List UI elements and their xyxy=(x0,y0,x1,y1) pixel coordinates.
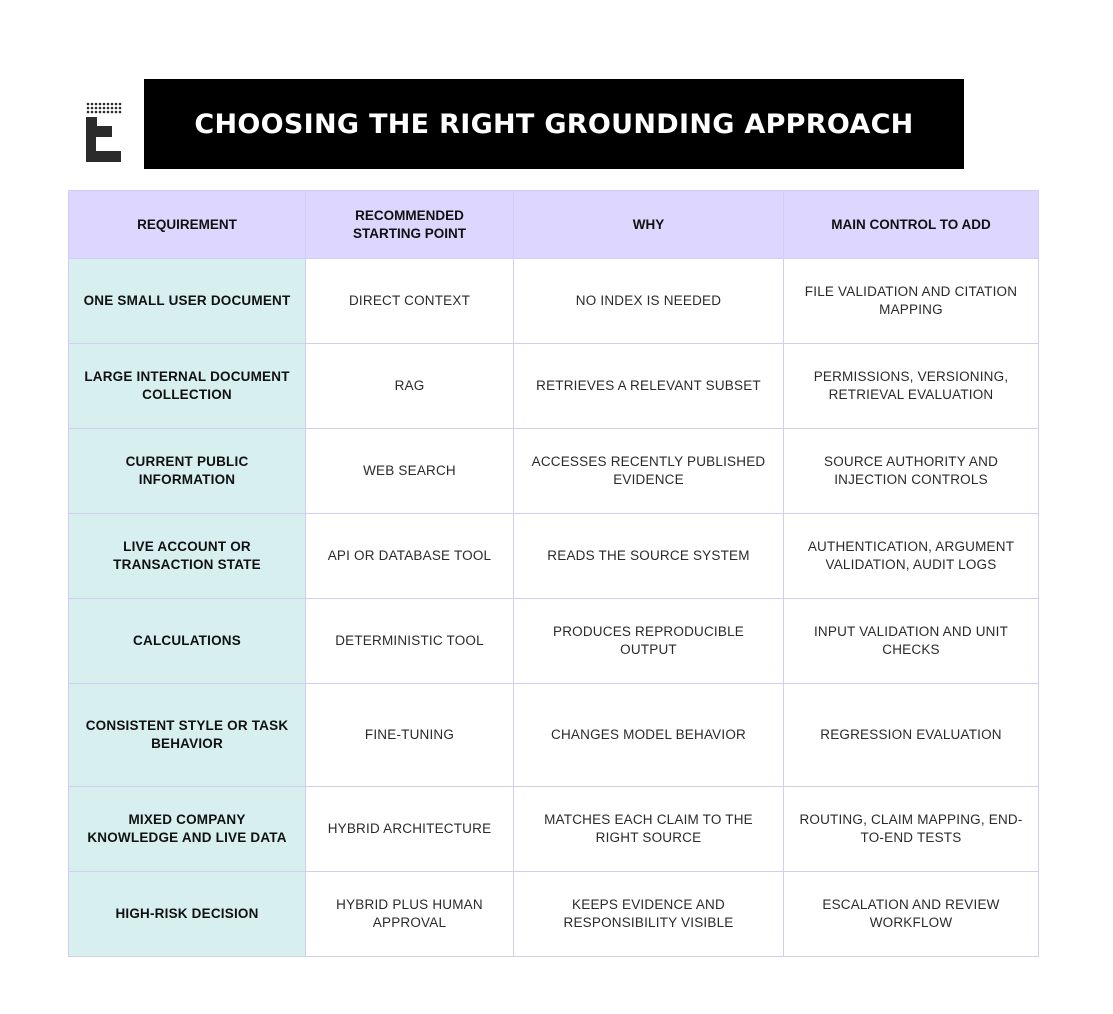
requirement-cell: CALCULATIONS xyxy=(69,599,306,684)
brand-logo-icon xyxy=(86,102,122,162)
control-cell: INPUT VALIDATION AND UNIT CHECKS xyxy=(784,599,1039,684)
control-cell: FILE VALIDATION AND CITATION MAPPING xyxy=(784,259,1039,344)
table-row xyxy=(69,514,1039,599)
table-row xyxy=(69,344,1039,429)
column-header-starting-point: RECOMMENDED STARTING POINT xyxy=(306,191,514,259)
starting-point-cell: HYBRID ARCHITECTURE xyxy=(306,787,514,872)
why-cell: KEEPS EVIDENCE AND RESPONSIBILITY VISIBLE xyxy=(514,872,784,957)
why-cell: NO INDEX IS NEEDED xyxy=(514,259,784,344)
table-row xyxy=(69,787,1039,872)
column-header-control: MAIN CONTROL TO ADD xyxy=(784,191,1039,259)
starting-point-cell: DETERMINISTIC TOOL xyxy=(306,599,514,684)
control-cell: ROUTING, CLAIM MAPPING, END-TO-END TESTS xyxy=(784,787,1039,872)
table-row xyxy=(69,872,1039,957)
table-row xyxy=(69,429,1039,514)
requirement-cell: LIVE ACCOUNT OR TRANSACTION STATE xyxy=(69,514,306,599)
why-cell: ACCESSES RECENTLY PUBLISHED EVIDENCE xyxy=(514,429,784,514)
starting-point-cell: RAG xyxy=(306,344,514,429)
why-cell: RETRIEVES A RELEVANT SUBSET xyxy=(514,344,784,429)
requirement-cell: ONE SMALL USER DOCUMENT xyxy=(69,259,306,344)
control-cell: REGRESSION EVALUATION xyxy=(784,684,1039,787)
starting-point-cell: DIRECT CONTEXT xyxy=(306,259,514,344)
control-cell: SOURCE AUTHORITY AND INJECTION CONTROLS xyxy=(784,429,1039,514)
why-cell: READS THE SOURCE SYSTEM xyxy=(514,514,784,599)
control-cell: PERMISSIONS, VERSIONING, RETRIEVAL EVALUATION xyxy=(784,344,1039,429)
starting-point-cell: WEB SEARCH xyxy=(306,429,514,514)
why-cell: MATCHES EACH CLAIM TO THE RIGHT SOURCE xyxy=(514,787,784,872)
starting-point-cell: API OR DATABASE TOOL xyxy=(306,514,514,599)
table-header-row xyxy=(69,191,1039,259)
control-cell: ESCALATION AND REVIEW WORKFLOW xyxy=(784,872,1039,957)
grounding-approach-table xyxy=(68,190,1039,957)
why-cell: CHANGES MODEL BEHAVIOR xyxy=(514,684,784,787)
column-header-why: WHY xyxy=(514,191,784,259)
table-row xyxy=(69,684,1039,787)
table-row xyxy=(69,259,1039,344)
starting-point-cell: HYBRID PLUS HUMAN APPROVAL xyxy=(306,872,514,957)
title-banner xyxy=(144,79,964,169)
page-title: CHOOSING THE RIGHT GROUNDING APPROACH xyxy=(194,108,914,140)
requirement-cell: LARGE INTERNAL DOCUMENT COLLECTION xyxy=(69,344,306,429)
requirement-cell: CONSISTENT STYLE OR TASK BEHAVIOR xyxy=(69,684,306,787)
control-cell: AUTHENTICATION, ARGUMENT VALIDATION, AUDIT LOGS xyxy=(784,514,1039,599)
requirement-cell: CURRENT PUBLIC INFORMATION xyxy=(69,429,306,514)
table-row xyxy=(69,599,1039,684)
starting-point-cell: FINE-TUNING xyxy=(306,684,514,787)
column-header-requirement: REQUIREMENT xyxy=(69,191,306,259)
why-cell: PRODUCES REPRODUCIBLE OUTPUT xyxy=(514,599,784,684)
requirement-cell: MIXED COMPANY KNOWLEDGE AND LIVE DATA xyxy=(69,787,306,872)
requirement-cell: HIGH-RISK DECISION xyxy=(69,872,306,957)
